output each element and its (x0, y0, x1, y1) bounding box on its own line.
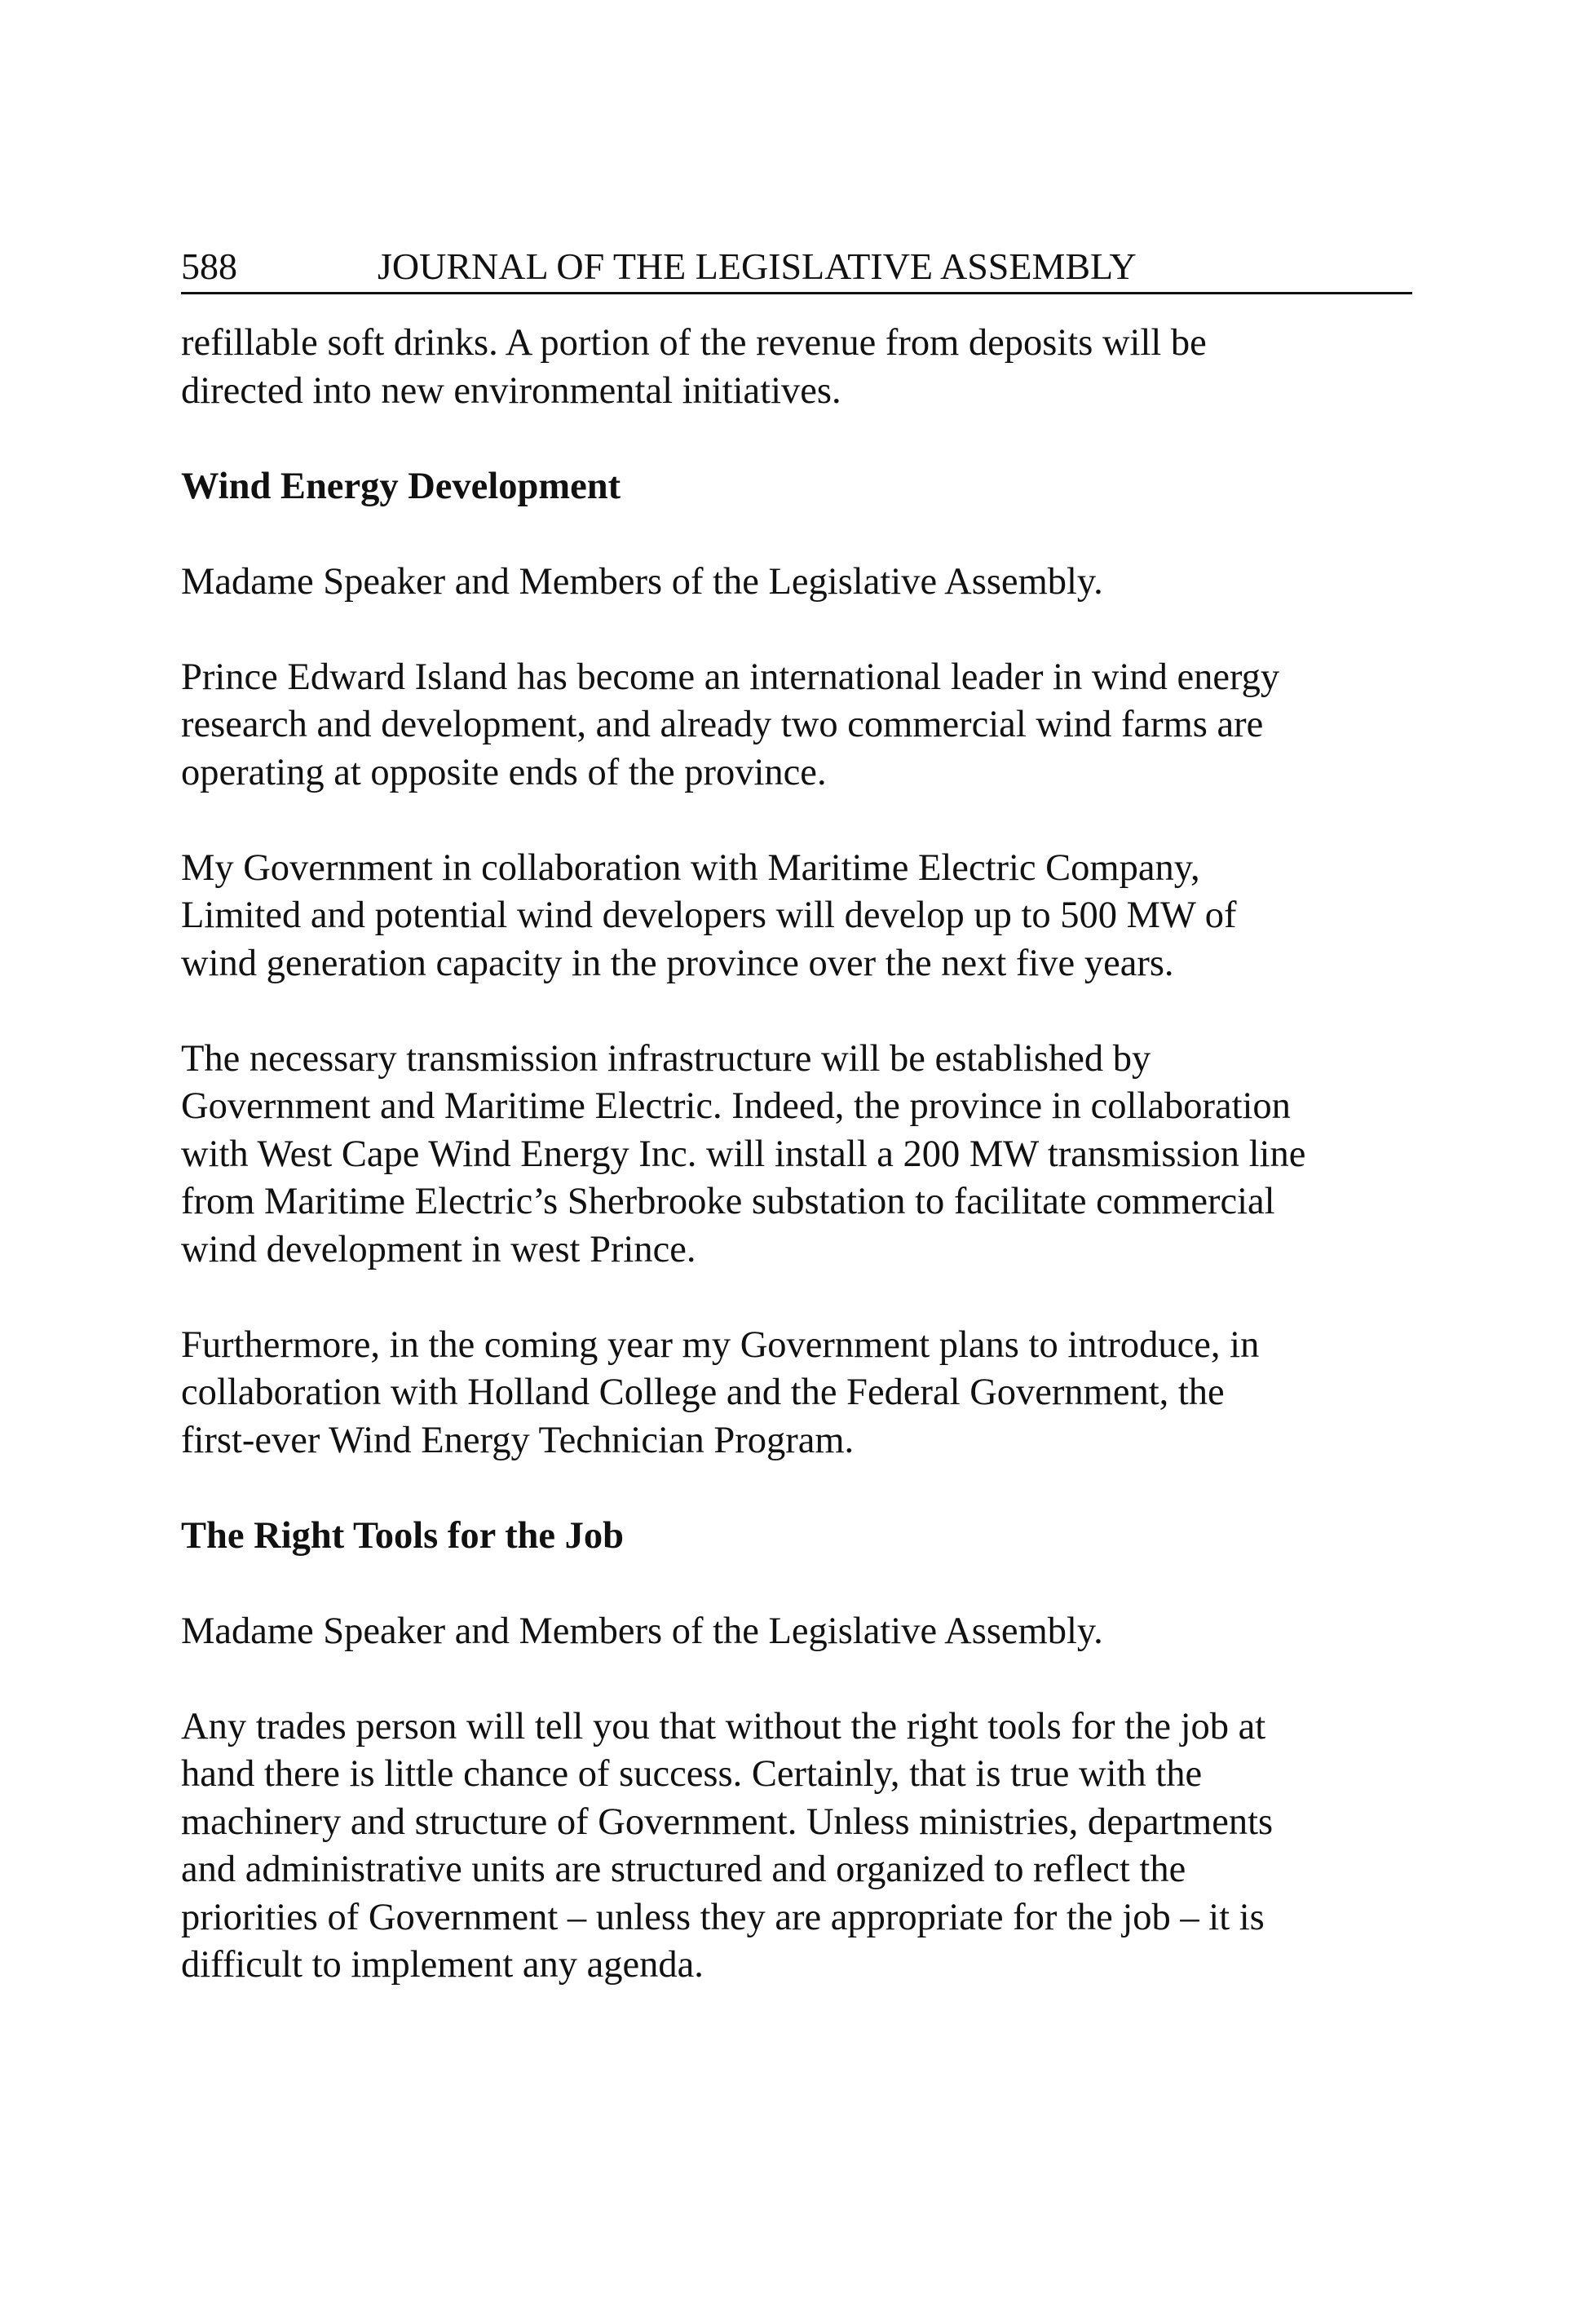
paragraph (181, 559, 1420, 607)
text-line: My Government in collaboration with Maritime Electric Company, (181, 846, 1200, 889)
paragraph (181, 1036, 1420, 1275)
text-line: with West Cape Wind Energy Inc. will install a 200 MW transmission line (181, 1133, 1306, 1175)
text-line: collaboration with Holland College and the Federal Government, the (181, 1372, 1225, 1413)
text-line: difficult to implement any agenda. (181, 1944, 704, 1986)
paragraph (181, 654, 1420, 797)
text-line: Prince Edward Island has become an international leader in wind energy (181, 656, 1280, 698)
section-heading: Wind Energy Development (181, 465, 621, 507)
paragraph (181, 1608, 1420, 1656)
paragraph (181, 845, 1420, 988)
section-heading: The Right Tools for the Job (181, 1514, 625, 1557)
text-line: research and development, and already two commercial wind farms are (181, 704, 1264, 745)
text-line: operating at opposite ends of the province. (181, 751, 827, 793)
text-line: wind development in west Prince. (181, 1228, 696, 1270)
body-text (181, 320, 1420, 1990)
text-line: priorities of Government – unless they are appropriate for the job – it is (181, 1896, 1265, 1938)
text-line: Government and Maritime Electric. Indeed, the province in collaboration (181, 1085, 1291, 1127)
text-line: hand there is little chance of success. Certainly, that is true with the (181, 1753, 1203, 1795)
text-line: first-ever Wind Energy Technician Program. (181, 1419, 855, 1461)
text-line: and administrative units are structured and organized to reflect the (181, 1849, 1186, 1890)
text-line: wind generation capacity in the province over the next five years. (181, 942, 1174, 984)
text-line: machinery and structure of Government. Unless ministries, departments (181, 1800, 1274, 1843)
page-number: 588 (181, 245, 237, 287)
page-header (181, 241, 1412, 294)
text-line: directed into new environmental initiatives. (181, 369, 841, 412)
running-title: JOURNAL OF THE LEGISLATIVE ASSEMBLY (378, 245, 1137, 287)
paragraph (181, 320, 1420, 415)
text-line: Madame Speaker and Members of the Legislative Assembly. (181, 1610, 1103, 1652)
text-line: Any trades person will tell you that without the right tools for the job at (181, 1705, 1266, 1747)
text-line: refillable soft drinks. A portion of the revenue from deposits will be (181, 322, 1207, 364)
paragraph (181, 1703, 1420, 1990)
text-line: from Maritime Electric’s Sherbrooke substation to facilitate commercial (181, 1181, 1275, 1222)
text-line: The necessary transmission infrastructure will be established by (181, 1037, 1151, 1080)
text-line: Limited and potential wind developers will develop up to 500 MW of (181, 895, 1237, 936)
text-line: Madame Speaker and Members of the Legislative Assembly. (181, 560, 1103, 603)
paragraph (181, 1322, 1420, 1465)
text-line: Furthermore, in the coming year my Government plans to introduce, in (181, 1323, 1260, 1366)
